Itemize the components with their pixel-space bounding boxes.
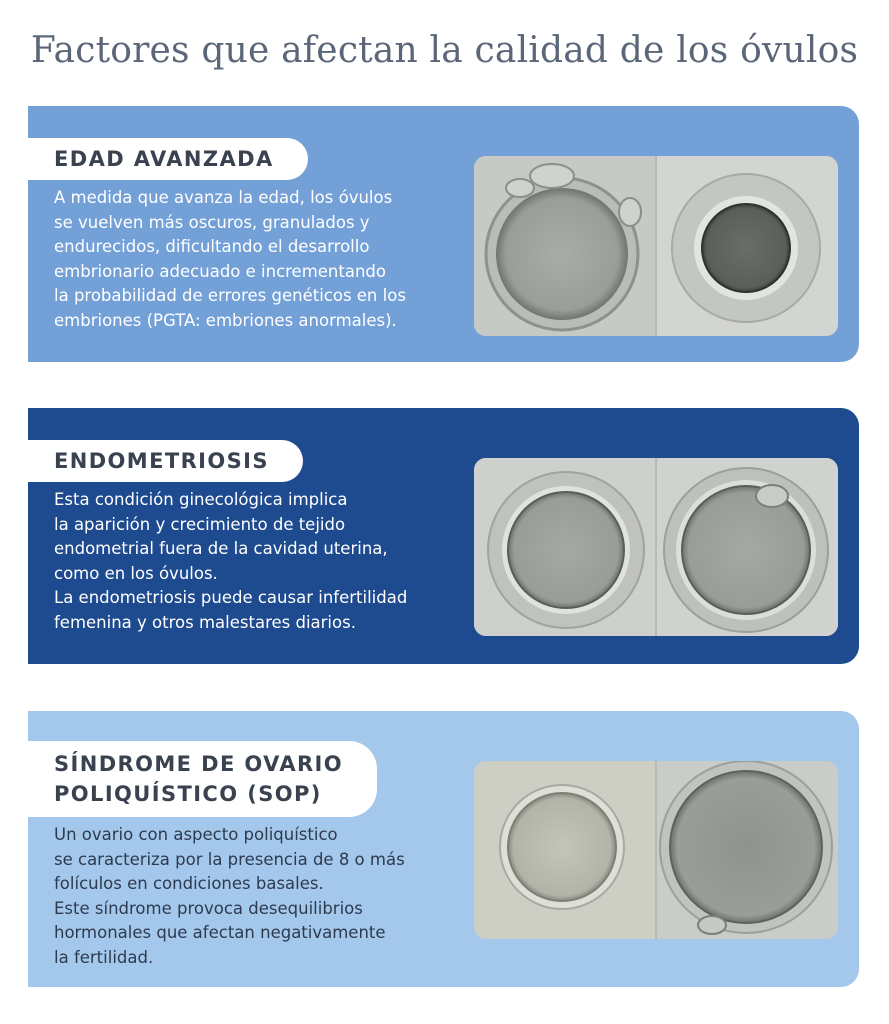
page-title: Factores que afectan la calidad de los óvulos <box>30 30 859 71</box>
section-edad-avanzada <box>28 106 859 362</box>
section-description: Un ovario con aspecto poliquístico se caracteriza por la presencia de 8 o más folículos en condiciones basales. Este síndrome provoca desequilibrios hormonales que afectan negativamente la fertilidad. <box>54 825 405 967</box>
section-description: Esta condición ginecológica implica la aparición y crecimiento de tejido endometrial fuera de la cavidad uterina, como en los óvulos. La endometriosis puede causar infertilidad femenina y otros malestares diarios. <box>54 490 408 632</box>
oocyte-micrograph-image <box>474 761 838 939</box>
oocyte-micrograph-image <box>474 156 838 336</box>
section-description: A medida que avanza la edad, los óvulos se vuelven más oscuros, granulados y endurecidos, dificultando el desarrollo embrionario adecuado e incrementando la probabilidad de errores genéticos en los embriones (PGTA: embriones anormales). <box>54 188 406 330</box>
section-sop <box>28 711 859 987</box>
section-heading <box>28 741 377 817</box>
section-heading: ENDOMETRIOSIS <box>28 440 303 482</box>
section-heading: EDAD AVANZADA <box>28 138 308 180</box>
oocyte-micrograph-image <box>474 458 838 636</box>
section-endometriosis <box>28 408 859 664</box>
section-heading-line: SÍNDROME DE OVARIO POLIQUÍSTICO (SOP) <box>54 752 344 806</box>
